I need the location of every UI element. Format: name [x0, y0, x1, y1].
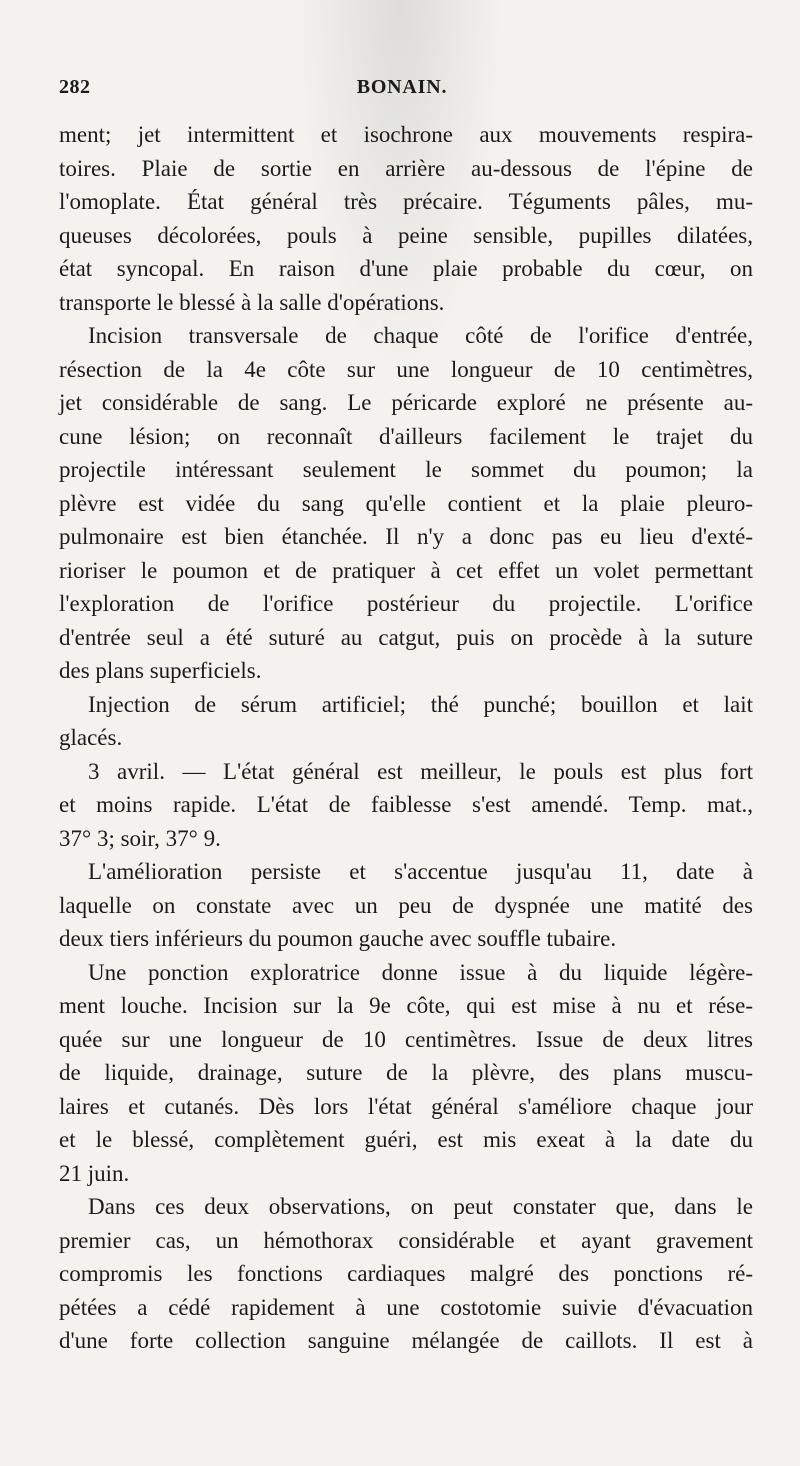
text-line: cune lésion; on reconnaît d'ailleurs facilement le trajet du [59, 423, 753, 449]
text-line: quée sur une longueur de 10 centimètres. Issue de deux litres [59, 1026, 753, 1052]
text-line: deux tiers inférieurs du poumon gauche avec souffle tubaire. [59, 926, 617, 951]
text-line: laquelle on constate avec un peu de dyspnée une matité des [59, 892, 753, 918]
text-line: Dans ces deux observations, on peut constater que, dans le [88, 1194, 753, 1219]
text-line: glacés. [59, 725, 123, 750]
running-title: BONAIN. [356, 76, 448, 98]
text-line: de liquide, drainage, suture de la plèvre, des plans muscu- [59, 1060, 753, 1085]
text-line: 21 juin. [59, 1160, 130, 1186]
text-line: des plans superficiels. [59, 658, 262, 683]
text-line: transporte le blessé à la salle d'opérations. [59, 289, 445, 315]
text-line: l'exploration de l'orifice postérieur du projectile. L'orifice [59, 591, 753, 616]
text-line: et moins rapide. L'état de faiblesse s'est amendé. Temp. mat., [59, 792, 753, 817]
text-line: premier cas, un hémothorax considérable et ayant gravement [59, 1227, 753, 1253]
text-line: L'amélioration persiste et s'accentue jusqu'au 11, date à [88, 859, 753, 884]
text-line: résection de la 4e côte sur une longueur de 10 centimètres, [59, 356, 753, 382]
text-line: plèvre est vidée du sang qu'elle contient et la plaie pleuro- [59, 490, 753, 516]
text-line: d'une forte collection sanguine mélangée de caillots. Il est à [59, 1328, 753, 1353]
text-line: état syncopal. En raison d'une plaie probable du cœur, on [59, 256, 753, 281]
page-number: 282 [59, 76, 91, 98]
text-line: d'entrée seul a été suturé au catgut, puis on procède à la suture [59, 624, 753, 650]
text-line: 37° 3; soir, 37° 9. [59, 825, 221, 851]
body-text [59, 118, 753, 1358]
text-line: ment louche. Incision sur la 9e côte, qui est mise à nu et rése- [59, 993, 753, 1018]
text-line: et le blessé, complètement guéri, est mis exeat à la date du [59, 1127, 753, 1152]
text-line: pétées a cédé rapidement à une costotomie suivie d'évacuation [59, 1294, 753, 1320]
text-line: queuses décolorées, pouls à peine sensible, pupilles dilatées, [59, 222, 753, 248]
text-line: l'omoplate. État général très précaire. Téguments pâles, mu- [59, 189, 753, 214]
text-line: pulmonaire est bien étanchée. Il n'y a donc pas eu lieu d'exté- [59, 524, 753, 549]
text-line: toires. Plaie de sortie en arrière au-dessous de l'épine de [59, 155, 753, 181]
text-line: projectile intéressant seulement le sommet du poumon; la [59, 457, 753, 482]
text-line: 3 avril. — L'état général est meilleur, le pouls est plus fort [88, 758, 753, 784]
running-head [59, 76, 745, 110]
text-line: laires et cutanés. Dès lors l'état général s'améliore chaque jour [59, 1093, 753, 1119]
text-line: jet considérable de sang. Le péricarde exploré ne présente au- [59, 390, 753, 415]
text-line: compromis les fonctions cardiaques malgré des ponctions ré- [59, 1261, 753, 1286]
text-line: rioriser le poumon et de pratiquer à cet effet un volet permettant [59, 557, 753, 583]
text-line: Injection de sérum artificiel; thé punché; bouillon et lait [88, 691, 753, 717]
text-line: Incision transversale de chaque côté de l'orifice d'entrée, [88, 323, 753, 348]
text-line: ment; jet intermittent et isochrone aux mouvements respira- [59, 122, 753, 147]
text-line: Une ponction exploratrice donne issue à du liquide légère- [88, 959, 753, 985]
